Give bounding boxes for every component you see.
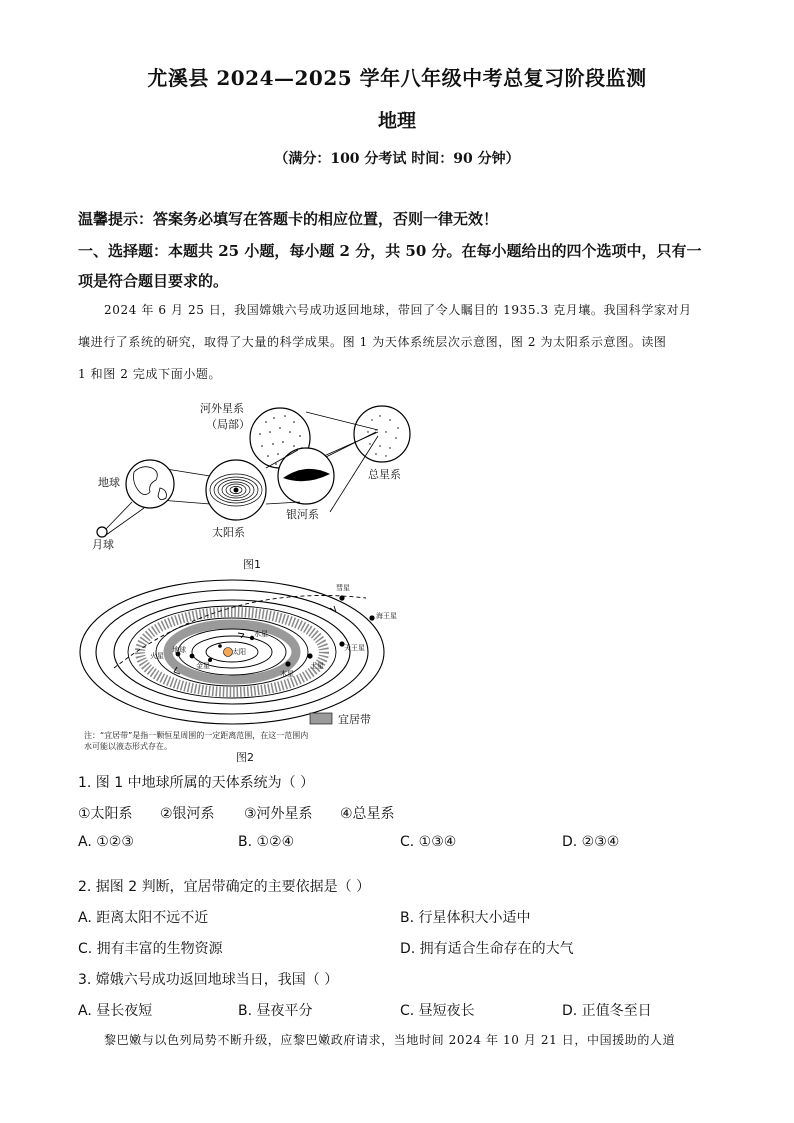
q1-option-a[interactable]: A. ①②③ xyxy=(78,834,134,850)
section-heading-line1: 一、选择题：本题共 25 小题，每小题 2 分，共 50 分。在每小题给出的四个选项中，只有一 xyxy=(78,242,702,260)
label-earth: 地球 xyxy=(98,476,120,489)
figure1-caption: 图1 xyxy=(243,558,261,571)
label-milky-way: 银河系 xyxy=(286,508,319,521)
passage1-line2: 壤进行了系统的研究，取得了大量的科学成果。图 1 为天体系统层次示意图，图 2 为太阳系示意图。读图 xyxy=(78,335,667,349)
exam-subject: 地理 xyxy=(377,110,416,132)
moon-circle xyxy=(97,527,107,537)
figure2-solar-system-diagram xyxy=(74,572,397,751)
label-venus: 金星 xyxy=(196,662,210,670)
section-heading-line2: 项是符合题目要求的。 xyxy=(78,272,229,290)
q3-option-d[interactable]: D. 正值冬至日 xyxy=(562,1003,652,1019)
q1-item-1: ①太阳系 xyxy=(78,806,133,822)
figure1-hierarchy-diagram xyxy=(80,392,440,572)
label-jupiter: 木星 xyxy=(280,670,294,678)
label-sun: 太阳 xyxy=(232,648,246,656)
label-moon: 月球 xyxy=(92,538,114,551)
label-saturn: 土星 xyxy=(310,662,324,670)
question3-stem: 3. 嫦娥六号成功返回地球当日，我国（ ） xyxy=(78,972,339,988)
label-mars: 火星 xyxy=(150,652,164,660)
figure2-caption: 图2 xyxy=(236,751,254,764)
label-partial: （局部） xyxy=(206,418,250,431)
q1-item-2: ②银河系 xyxy=(160,806,215,822)
q1-option-c[interactable]: C. ①③④ xyxy=(400,834,457,850)
label-mercury: 水星 xyxy=(254,630,268,638)
q2-option-c[interactable]: C. 拥有丰富的生物资源 xyxy=(78,941,223,957)
legend-habitable-label: 宜居带 xyxy=(338,713,371,726)
exam-title: 尤溪县 2024—2025 学年八年级中考总复习阶段监测 xyxy=(147,66,647,90)
passage2-line1: 黎巴嫩与以色列局势不断升级，应黎巴嫩政府请求，当地时间 2024 年 10 月 21 日，中国援助的人道 xyxy=(104,1033,676,1047)
q2-option-d[interactable]: D. 拥有适合生命存在的大气 xyxy=(400,941,574,957)
label-solar-system: 太阳系 xyxy=(212,526,245,539)
q3-option-b[interactable]: B. 昼夜平分 xyxy=(238,1003,313,1019)
label-earth-planet: 地球 xyxy=(172,646,186,654)
q2-option-b[interactable]: B. 行星体积大小适中 xyxy=(400,910,531,926)
label-uranus: 天王星 xyxy=(344,644,365,652)
figure2-note-line2: 水可能以液态形式存在。 xyxy=(84,742,172,751)
q1-option-b[interactable]: B. ①②④ xyxy=(238,834,295,850)
q3-option-a[interactable]: A. 昼长夜短 xyxy=(78,1003,153,1019)
q1-item-3: ③河外星系 xyxy=(244,806,313,822)
exam-info: （满分：100 分考试 时间：90 分钟） xyxy=(274,151,520,167)
figure2-note-line1: 注：“宜居带”是指一颗恒星周围的一定距离范围，在这一范围内 xyxy=(84,731,309,740)
passage1-line3: 1 和图 2 完成下面小题。 xyxy=(78,367,222,381)
notice: 温馨提示：答案务必填写在答题卡的相应位置，否则一律无效！ xyxy=(78,210,499,228)
q1-option-d[interactable]: D. ②③④ xyxy=(562,834,620,850)
label-neptune: 海王星 xyxy=(376,612,397,620)
universe-circle xyxy=(354,406,410,462)
question2-stem: 2. 据图 2 判断，宜居带确定的主要依据是（ ） xyxy=(78,879,371,895)
question1-stem: 1. 图 1 中地球所属的天体系统为（ ） xyxy=(78,775,315,791)
q1-item-4: ④总星系 xyxy=(340,806,395,822)
q3-option-c[interactable]: C. 昼短夜长 xyxy=(400,1003,475,1019)
q2-option-a[interactable]: A. 距离太阳不远不近 xyxy=(78,910,209,926)
label-other-galaxy: 河外星系 xyxy=(200,402,244,415)
label-universe: 总星系 xyxy=(368,468,401,481)
label-comet: 彗星 xyxy=(336,584,350,592)
legend-habitable-swatch xyxy=(310,713,332,724)
passage1-line1: 2024 年 6 月 25 日，我国嫦娥六号成功返回地球，带回了令人瞩目的 1935.3 克月壤。我国科学家对月 xyxy=(104,303,692,317)
